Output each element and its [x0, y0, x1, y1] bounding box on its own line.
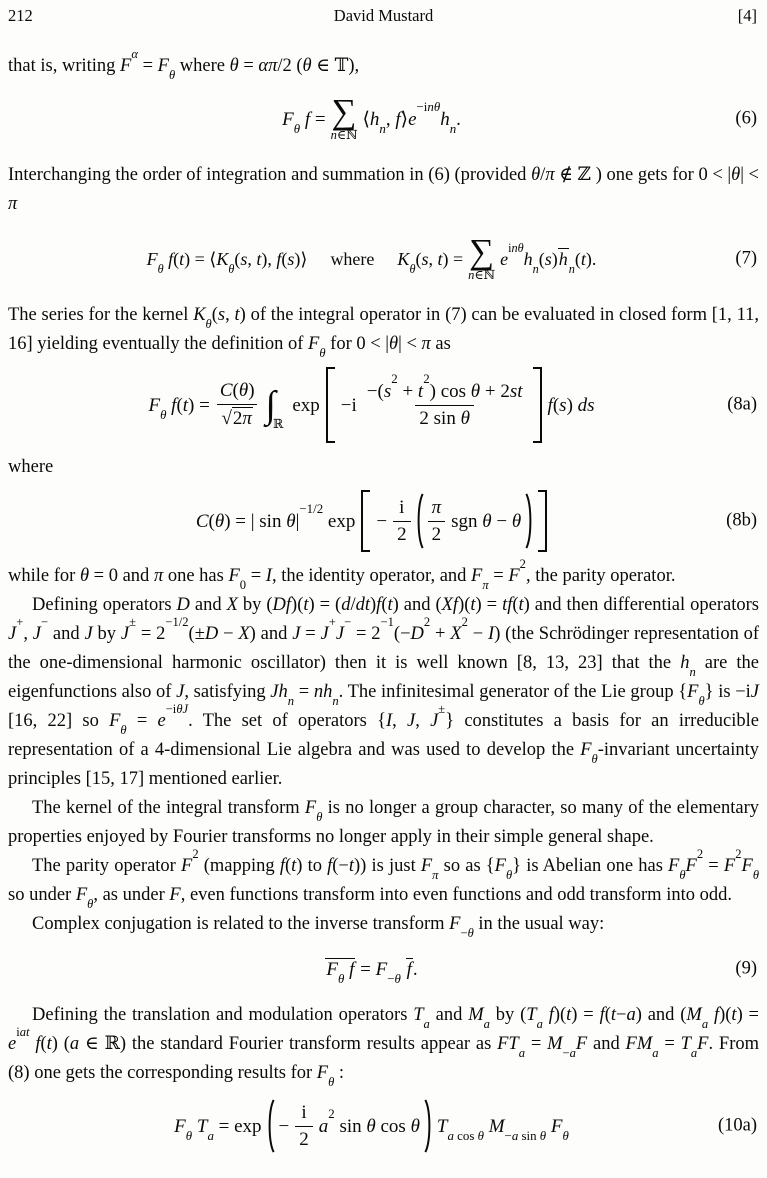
sum-limit: n∈ℕ [468, 268, 496, 283]
left-paren-delimiter [266, 1099, 275, 1153]
eq8a-rhs: f(s) ds [547, 394, 595, 416]
paragraph-defining-operators: Defining operators D and X by (Df)(t) = (d/dt)f(t) and (Xf)(t) = tf(t) and then differential operators J+, J− and J by $J^\pm = 2^{-1/2}(\pm D - X)$ and $J = J^+J^- = 2^{-1}(-D^2 + X^2 - I)$ (the Schrödinger representation of the one-dimensional harmonic oscillator) then it is well known [8, 13, 23] that the $h_n$ are the eigenfunctions also of J, satisfying $Jh_n = nh_n$. The infinitesimal generator of the Lie group $\{F_\theta\}$ is −iJ [16, 22] so $F_\theta = e^{-i\theta J}$. The set of operators {I, J, J±} constitutes a basis for an irreducible representation of a 4-dimensional Lie algebra and was used to develop the $F_\theta$-invariant uncertainty principles [15, 17] mentioned earlier. [8, 595, 760, 789]
eq6-rhs: $⟨h_n$, $f⟩e^{-in\theta}h_n$. [362, 98, 461, 136]
eq6-lhs: $F_\theta$ f = [282, 108, 326, 136]
fraction-denominator: 2 [393, 521, 411, 546]
equation-8a [8, 367, 757, 443]
fraction-kernel-phase [363, 371, 527, 430]
eq7-rhs: $e^{in\theta}h_n(s)h_n(t)$. [500, 240, 597, 276]
equation-6 [8, 87, 757, 151]
page-header [8, 6, 759, 26]
page-marker: [4] [737, 6, 757, 25]
eq10a-rhs: $T_{a cos \theta}$ $M_{-a sin \theta}$ $F_\theta$ [436, 1115, 569, 1143]
equation-number-6: (6) [735, 108, 757, 129]
fraction-denominator: √2π [217, 404, 256, 430]
fraction-pi-over-2 [428, 497, 446, 546]
right-bracket-delimiter [533, 367, 542, 443]
equation-8b [8, 490, 757, 552]
left-bracket-delimiter [361, 490, 370, 552]
page-number: 212 [8, 6, 33, 25]
equation-number-8a: (8a) [727, 394, 757, 415]
eq8b-lhs: C(θ) = | $\sin \theta|^{-1/2}$ exp [195, 500, 356, 532]
equation-10a [8, 1096, 757, 1156]
equation-number-10a: (10a) [717, 1115, 757, 1136]
fraction-i-over-2 [393, 497, 411, 546]
eq9-body: $F_\theta$ $f = F_{-\theta}$ f. [326, 958, 418, 986]
sigma-icon: ∑ [331, 92, 357, 131]
fraction-numerator: i [399, 496, 405, 518]
minus-sign: − [278, 1115, 290, 1137]
sigma-icon: ∑ [469, 232, 495, 271]
exp-label: exp [292, 394, 320, 416]
paragraph-kernel-character: The kernel of the integral transform $F_\theta$ is no longer a group character, so many of the elementary properties enjoyed by Fourier transforms no longer apply in their simple general shape. [8, 798, 759, 847]
minus-sign: − [376, 510, 388, 532]
fraction-numerator: C(θ) [219, 380, 255, 402]
left-bracket-delimiter [326, 367, 335, 443]
left-paren-delimiter [415, 493, 424, 549]
where-label: where [330, 248, 375, 269]
summation-operator [330, 92, 358, 143]
paragraph-complex-conjugation: Complex conjugation is related to the inverse transform $F_{-\theta}$ in the usual way: [32, 914, 605, 941]
integral-icon: ∫ [265, 383, 276, 426]
equation-number-9: (9) [735, 958, 757, 979]
fraction-denominator: 2 [295, 1126, 313, 1151]
paragraph-interchanging: Interchanging the order of integration and summation in (6) (provided θ/π ∉ ℤ ) one gets for 0 < |θ| < π [8, 165, 759, 214]
fraction-numerator: $-(s^2 + t^2)$ cos θ + 2st [366, 371, 523, 402]
paragraph-parity-operator: The parity operator $F^2$ (mapping f(t) to f(−t)) is just $F_\pi$ so as $\{F_\theta\}$ is Abelian one has $F_\theta F^2 = F^2F_\theta$ so under $F_\theta$, as under F, even functions transform into even functions and odd transform into odd. [8, 846, 759, 912]
equation-7 [8, 227, 757, 291]
integral-domain: ℝ [272, 417, 284, 431]
equation-number-8b: (8b) [726, 510, 757, 531]
equation-9 [8, 947, 757, 991]
eq10a-lhs: $F_\theta$ $T_a = \exp$ [174, 1115, 262, 1143]
right-bracket-delimiter [538, 490, 547, 552]
paragraph-intro: that is, writing $F^\alpha = F_\theta$ where θ = απ/2 (θ ∈ 𝕋), [8, 46, 360, 83]
sum-limit: n∈ℕ [330, 128, 358, 143]
fraction-denominator: 2 sin θ [415, 405, 474, 430]
right-paren-delimiter [525, 493, 534, 549]
paragraph-where: where [8, 457, 54, 477]
fraction-numerator: π [431, 496, 442, 518]
fraction-denominator: 2 [428, 521, 446, 546]
summation-operator [468, 232, 496, 283]
eq8a-imaginary-factor: −i [340, 394, 357, 416]
running-title: David Mustard [333, 6, 434, 25]
equation-number-7: (7) [735, 248, 757, 269]
eq8a-lhs: $F_\theta$ f(t) = [148, 394, 210, 422]
eq7-mid: $K_\theta(s$, t) = [397, 248, 464, 276]
eq10a-mid: $a^2$ sin θ cos θ [318, 1105, 420, 1137]
eq8b-inner: sgn θ − θ [451, 510, 522, 532]
eq7-lhs: $F_\theta$ $f(t) = ⟨K_\theta(s$, t), f(s)⟩ [146, 248, 308, 276]
fraction-c-theta [216, 380, 259, 430]
right-paren-delimiter [424, 1099, 433, 1153]
paragraph-while-for: while for θ = 0 and π one has $F_0 = I$, the identity operator, and $F_\pi = F^2$, the parity operator. [8, 556, 676, 593]
fraction-numerator: i [301, 1101, 307, 1123]
paragraph-translation-modulation: Defining the translation and modulation operators $T_a$ and $M_a$ by ($T_a$ f)(t) = f(t−a) and ($M_a$ $f)(t) = e^{iat}$ f(t) (a ∈ ℝ) the standard Fourier transform results appear as $FT_a = M_{-a}F$ and $FM_a = T_aF$. From (8) one gets the corresponding results for $F_\theta$ : [8, 1005, 760, 1090]
fraction-i-over-2 [295, 1102, 313, 1151]
paragraph-series-kernel: The series for the kernel $K_\theta(s$, t) of the integral operator in (7) can be evaluated in closed form [1, 11, 16] yielding eventually the definition of $F_\theta$ for 0 < |θ| < π as [8, 305, 760, 361]
